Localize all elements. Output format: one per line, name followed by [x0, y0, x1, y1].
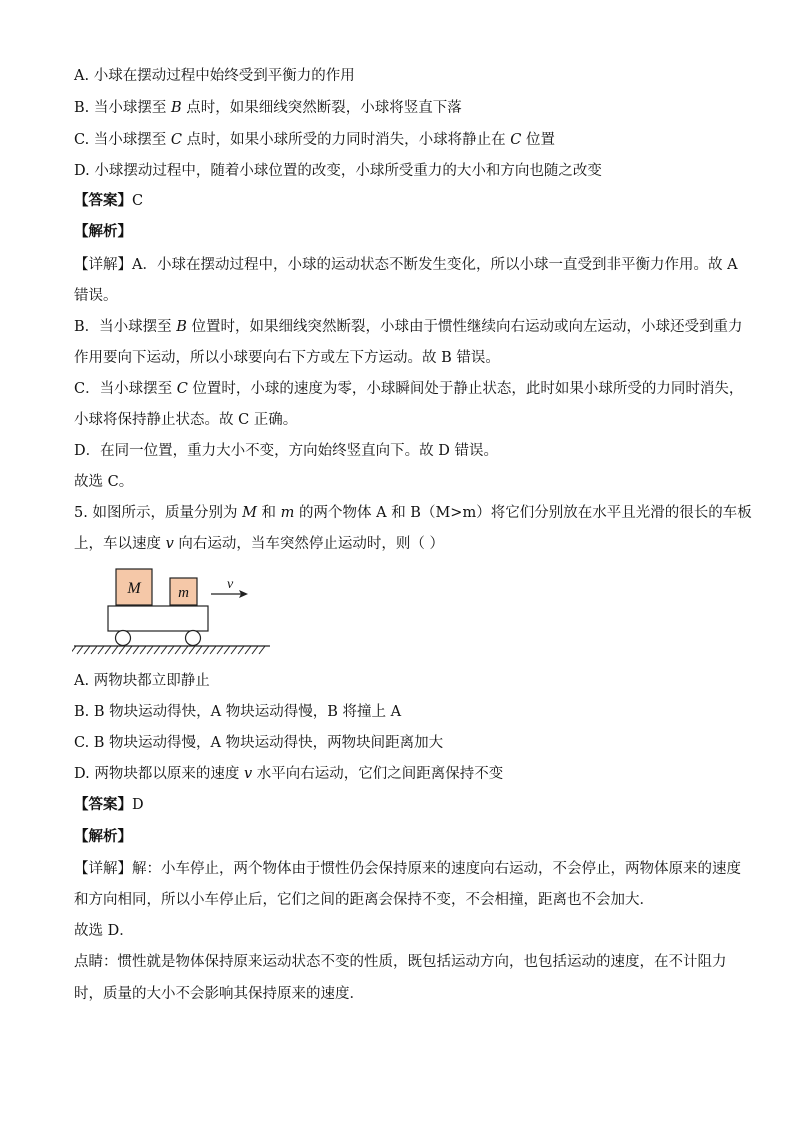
answer-label: 【答案】 — [74, 192, 132, 209]
ground-hatch — [72, 646, 265, 654]
q4-option-a: A. 小球在摆动过程中始终受到平衡力的作用 — [74, 68, 355, 84]
q5-choice: 故选 D． — [74, 923, 134, 939]
hatch-stroke — [189, 646, 195, 654]
q4-detail-3b: 小球将保持静止状态。故 C 正确。 — [74, 412, 298, 428]
hatch-stroke — [147, 646, 153, 654]
q4-detail-2b: 作用要向下运动，所以小球要向右下方或左下方运动。故 B 错误。 — [74, 350, 500, 366]
q5-analysis-label: 【解析】 — [74, 828, 132, 845]
hatch-stroke — [119, 646, 125, 654]
text: D. 两物块都以原来的速度 — [74, 766, 244, 782]
var-c: C — [170, 132, 183, 148]
cart-wheel-right — [186, 631, 201, 646]
q4-option-d: D. 小球摆动过程中，随着小球位置的改变，小球所受重力的大小和方向也随之改变 — [74, 163, 602, 179]
q4-detail-3 — [74, 379, 743, 399]
text: 5. 如图所示，质量分别为 — [74, 505, 243, 521]
q5-stem-line-2 — [74, 534, 444, 554]
q4-detail-1b: 错误。 — [74, 288, 118, 304]
q5-option-a: A. 两物块都立即静止 — [74, 673, 210, 689]
text: B．当小球摆至 — [74, 319, 177, 335]
text: C. 当小球摆至 — [74, 132, 171, 148]
q4-detail-2 — [74, 317, 743, 337]
q4-option-c — [74, 130, 555, 150]
text: 点时，如果细线突然断裂，小球将竖直下落 — [181, 100, 462, 116]
hatch-stroke — [210, 646, 216, 654]
q4-choice: 故选 C。 — [74, 474, 134, 490]
label-M: M — [127, 580, 141, 597]
hatch-stroke — [98, 646, 104, 654]
q5-detail-1: 【详解】解：小车停止，两个物体由于惯性仍会保持原来的速度向右运动，不会停止，两物体原来的速度 — [74, 861, 741, 877]
hatch-stroke — [112, 646, 118, 654]
hatch-stroke — [154, 646, 160, 654]
text: 点时，如果小球所受的力同时消失，小球将静止在 — [182, 132, 511, 148]
hatch-stroke — [105, 646, 111, 654]
q5-option-b: B. B 物块运动得快，A 物块运动得慢，B 将撞上 A — [74, 704, 402, 720]
q4-option-b — [74, 98, 462, 118]
q4-detail-1: 【详解】A．小球在摆动过程中，小球的运动状态不断发生变化，所以小球一直受到非平衡力作用。故 A — [74, 257, 738, 273]
cart-body — [108, 606, 208, 631]
var-m: m — [280, 505, 295, 521]
hatch-stroke — [161, 646, 167, 654]
hatch-stroke — [91, 646, 97, 654]
hatch-stroke — [203, 646, 209, 654]
text: B. 当小球摆至 — [74, 100, 171, 116]
q5-answer — [74, 795, 144, 815]
var-v: v — [243, 766, 253, 782]
answer-label: 【答案】 — [74, 796, 132, 813]
cart-figure — [72, 566, 276, 662]
hatch-stroke — [196, 646, 202, 654]
hatch-stroke — [238, 646, 244, 654]
answer-value: D — [132, 797, 144, 813]
text: 上，车以速度 — [74, 536, 166, 552]
text: 向右运动，当车突然停止运动时，则（ ） — [173, 536, 445, 552]
var-b: B — [170, 100, 182, 116]
hatch-stroke — [84, 646, 90, 654]
text: 水平向右运动，它们之间距离保持不变 — [252, 766, 504, 782]
hatch-stroke — [259, 646, 265, 654]
hatch-stroke — [175, 646, 181, 654]
hatch-stroke — [140, 646, 146, 654]
hatch-stroke — [252, 646, 258, 654]
hatch-stroke — [224, 646, 230, 654]
q4-detail-4: D．在同一位置，重力大小不变，方向始终竖直向下。故 D 错误。 — [74, 443, 498, 459]
q5-note-1: 点睛：惯性就是物体保持原来运动状态不变的性质，既包括运动方向，也包括运动的速度，在不计阻力 — [74, 954, 727, 970]
var-v: v — [165, 536, 174, 552]
hatch-stroke — [168, 646, 174, 654]
q4-answer — [74, 191, 143, 211]
hatch-stroke — [72, 646, 76, 654]
q4-analysis-label: 【解析】 — [74, 223, 132, 240]
text: 位置 — [521, 132, 555, 148]
text: 位置时，小球的速度为零，小球瞬间处于静止状态，此时如果小球所受的力同时消失， — [187, 381, 744, 397]
text: 的两个物体 A 和 B（M>m）将它们分别放在水平且光滑的很长的车板 — [294, 505, 752, 521]
answer-value: C — [132, 193, 144, 209]
text: 和 — [256, 505, 281, 521]
var-c: C — [176, 381, 188, 397]
cart-wheel-left — [116, 631, 131, 646]
hatch-stroke — [231, 646, 237, 654]
hatch-stroke — [126, 646, 132, 654]
label-m: m — [178, 585, 189, 601]
hatch-stroke — [133, 646, 139, 654]
q5-detail-1b: 和方向相同，所以小车停止后，它们之间的距离会保持不变，不会相撞，距离也不会加大． — [74, 892, 654, 908]
q5-option-c: C. B 物块运动得慢，A 物块运动得快，两物块间距离加大 — [74, 735, 444, 751]
q5-option-d — [74, 764, 503, 784]
q5-stem-line-1 — [74, 503, 752, 523]
label-v: v — [227, 577, 234, 592]
hatch-stroke — [77, 646, 83, 654]
var-c: C — [510, 132, 522, 148]
hatch-stroke — [217, 646, 223, 654]
text: C．当小球摆至 — [74, 381, 177, 397]
text: 位置时，如果细线突然断裂，小球由于惯性继续向右运动或向左运动，小球还受到重力 — [186, 319, 743, 335]
hatch-stroke — [182, 646, 188, 654]
hatch-stroke — [245, 646, 251, 654]
var-M: M — [242, 505, 257, 521]
var-b: B — [176, 319, 187, 335]
q5-note-2: 时，质量的大小不会影响其保持原来的速度． — [74, 986, 364, 1002]
